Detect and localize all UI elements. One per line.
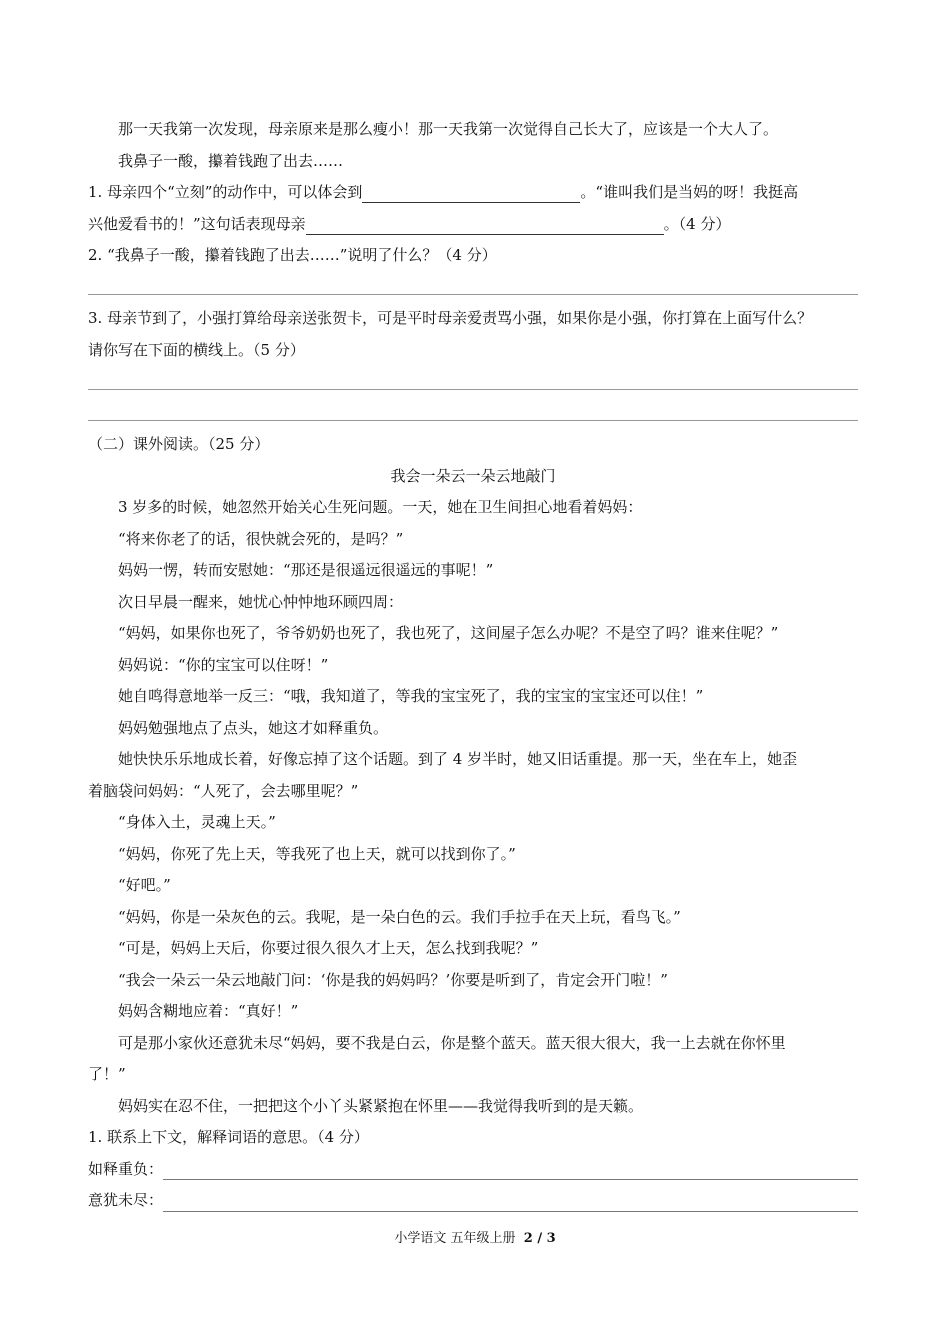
passage-line: 那一天我第一次发现，母亲原来是那么瘦小！那一天我第一次觉得自己长大了，应该是一个大人了。 — [118, 120, 779, 138]
passage-line: 3 岁多的时候，她忽然开始关心生死问题。一天，她在卫生间担心地看着妈妈： — [118, 498, 643, 516]
term-label: 意犹未尽： — [88, 1191, 164, 1209]
passage-line: 妈妈一愣，转而安慰她：“那还是很遥远很遥远的事呢！” — [118, 561, 494, 579]
answer-blank[interactable] — [362, 182, 580, 203]
section2-question-1: 1. 联系上下文，解释词语的意思。（4 分） — [88, 1128, 369, 1146]
section-heading: （二）课外阅读。（25 分） — [88, 435, 270, 453]
passage-line: 她自鸣得意地举一反三：“哦，我知道了，等我的宝宝死了，我的宝宝的宝宝还可以住！” — [118, 687, 704, 705]
question-3: 3. 母亲节到了，小强打算给母亲送张贺卡，可是平时母亲爱责骂小强，如果你是小强，你打算在上面写什么？ — [88, 309, 813, 327]
term-label: 如释重负： — [88, 1159, 164, 1178]
question-2: 2. “我鼻子一酸，攥着钱跑了出去……”说明了什么？（4 分） — [88, 246, 497, 264]
question-text: 。（4 分） — [663, 214, 731, 233]
passage-line: “妈妈，你死了先上天，等我死了也上天，就可以找到你了。” — [118, 844, 516, 863]
passage-line: “将来你老了的话，很快就会死的，是吗？” — [118, 529, 404, 548]
page-number: 2 / 3 — [523, 1231, 556, 1246]
passage-line: “可是，妈妈上天后，你要过很久很久才上天，怎么找到我呢？” — [118, 939, 539, 957]
footer-subject: 小学语文 五年级上册 — [394, 1231, 516, 1246]
term-row — [88, 1185, 858, 1217]
exam-page — [88, 114, 858, 1217]
answer-line[interactable] — [163, 1157, 858, 1180]
passage-line: 妈妈勉强地点了点头，她这才如释重负。 — [118, 718, 389, 737]
passage-line: 次日早晨一醒来，她忧心忡忡地环顾四周： — [118, 592, 404, 611]
passage-line: “妈妈，你是一朵灰色的云。我呢，是一朵白色的云。我们手拉手在天上玩，看鸟飞。” — [118, 907, 681, 926]
passage-line: 着脑袋问妈妈：“人死了，会去哪里呢？” — [88, 781, 359, 800]
passage-line: 可是那小家伙还意犹未尽“妈妈，要不我是白云，你是整个蓝天。蓝天很大很大，我一上去就在你怀里 — [118, 1033, 786, 1052]
passage-line: “我会一朵云一朵云地敲门问：‘你是我的妈妈吗？’你要是听到了，肯定会开门啦！” — [118, 970, 668, 989]
question-text: 。“谁叫我们是当妈的呀！我挺高 — [580, 183, 799, 201]
answer-line[interactable] — [163, 1189, 858, 1212]
passage-line: “身体入土，灵魂上天。” — [118, 813, 276, 831]
passage-line: 妈妈说：“你的宝宝可以住呀！” — [118, 655, 329, 674]
question-text: 兴他爱看书的！”这句话表现母亲 — [88, 214, 306, 233]
answer-line[interactable] — [88, 272, 858, 304]
passage-line: “好吧。” — [118, 876, 171, 894]
passage-line: 妈妈实在忍不住，一把把这个小丫头紧紧抱在怀里——我觉得我听到的是天籁。 — [118, 1096, 644, 1115]
passage-line: 她快快乐乐地成长着，好像忘掉了这个话题。到了 4 岁半时，她又旧话重提。那一天，坐在车上，她歪 — [118, 750, 798, 768]
passage-line: “妈妈，如果你也死了，爷爷奶奶也死了，我也死了，这间屋子怎么办呢？不是空了吗？谁来住呢？” — [118, 624, 779, 642]
question-3-cont: 请你写在下面的横线上。（5 分） — [88, 340, 305, 359]
answer-blank[interactable] — [306, 214, 664, 235]
term-row — [88, 1154, 858, 1186]
question-1 — [88, 177, 858, 209]
passage-line: 我鼻子一酸，攥着钱跑了出去…… — [118, 151, 344, 170]
passage-title: 我会一朵云一朵云地敲门 — [390, 466, 556, 485]
answer-line[interactable] — [88, 398, 858, 430]
passage-line: 妈妈含糊地应着：“真好！” — [118, 1002, 299, 1020]
passage-line: 了！” — [88, 1065, 126, 1083]
page-footer — [0, 1227, 950, 1246]
question-1-cont — [88, 209, 858, 241]
question-text: 1. 母亲四个“立刻”的动作中，可以体会到 — [88, 183, 363, 201]
answer-line[interactable] — [88, 366, 858, 398]
